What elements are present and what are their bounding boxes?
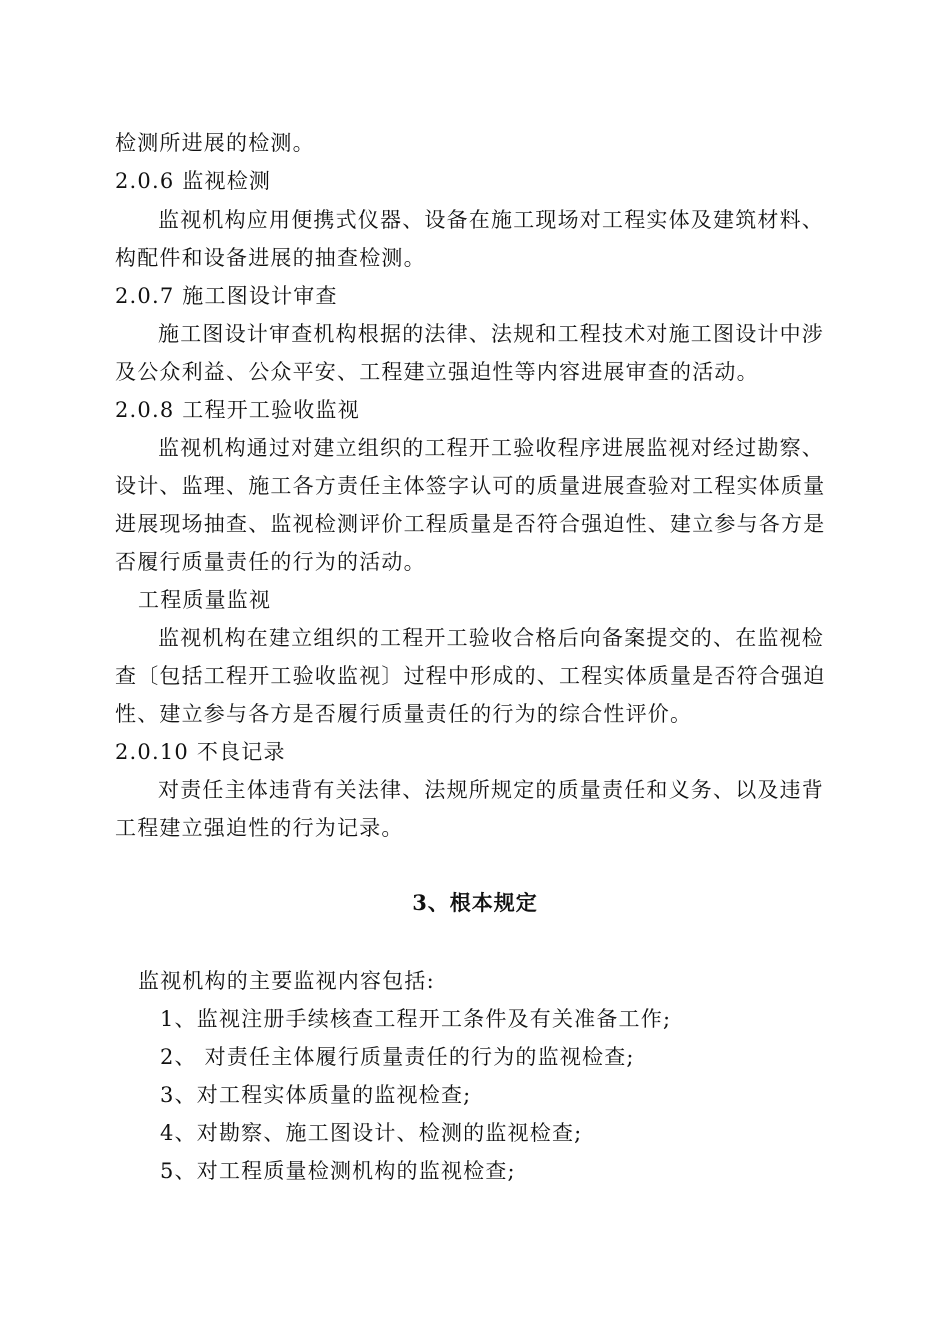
list-item: 2、 对责任主体履行质量责任的行为的监视检查; <box>160 1045 635 1069</box>
paragraph-line: 查〔包括工程开工验收监视〕过程中形成的、工程实体质量是否符合强迫 <box>115 664 826 688</box>
list-intro: 监视机构的主要监视内容包括: <box>138 969 435 993</box>
paragraph-line: 工程建立强迫性的行为记录。 <box>115 816 404 840</box>
clause-heading-2-0-8: 2.0.8 工程开工验收监视 <box>115 398 360 422</box>
paragraph-line: 设计、监理、施工各方责任主体签字认可的质量进展查验对工程实体质量 <box>115 474 826 498</box>
paragraph-line: 进展现场抽查、监视检测评价工程质量是否符合强迫性、建立参与各方是 <box>115 512 826 536</box>
list-item: 3、对工程实体质量的监视检查; <box>160 1083 472 1107</box>
clause-heading-2-0-7: 2.0.7 施工图设计审查 <box>115 284 338 308</box>
paragraph-line: 检测所进展的检测。 <box>115 131 315 155</box>
paragraph-line: 监视机构通过对建立组织的工程开工验收程序进展监视对经过勘察、 <box>158 436 824 460</box>
paragraph-line: 对责任主体违背有关法律、法规所规定的质量责任和义务、以及违背 <box>158 778 824 802</box>
clause-heading-2-0-10: 2.0.10 不良记录 <box>115 740 286 764</box>
paragraph-line: 监视机构应用便携式仪器、设备在施工现场对工程实体及建筑材料、 <box>158 208 824 232</box>
list-item: 4、对勘察、施工图设计、检测的监视检查; <box>160 1121 583 1145</box>
paragraph-line: 性、建立参与各方是否履行质量责任的行为的综合性评价。 <box>115 702 693 726</box>
clause-heading-2-0-6: 2.0.6 监视检测 <box>115 169 272 193</box>
section-heading: 3、根本规定 <box>412 890 538 915</box>
paragraph-line: 否履行质量责任的行为的活动。 <box>115 550 426 574</box>
clause-heading-quality-supervision: 工程质量监视 <box>138 588 272 612</box>
paragraph-line: 及公众利益、公众平安、工程建立强迫性等内容进展审查的活动。 <box>115 360 759 384</box>
paragraph-line: 构配件和设备进展的抽查检测。 <box>115 246 426 270</box>
list-item: 5、对工程质量检测机构的监视检查; <box>160 1159 516 1183</box>
list-item: 1、监视注册手续核查工程开工条件及有关准备工作; <box>160 1007 672 1031</box>
paragraph-line: 监视机构在建立组织的工程开工验收合格后向备案提交的、在监视检 <box>158 626 824 650</box>
paragraph-line: 施工图设计审查机构根据的法律、法规和工程技术对施工图设计中涉 <box>158 322 824 346</box>
